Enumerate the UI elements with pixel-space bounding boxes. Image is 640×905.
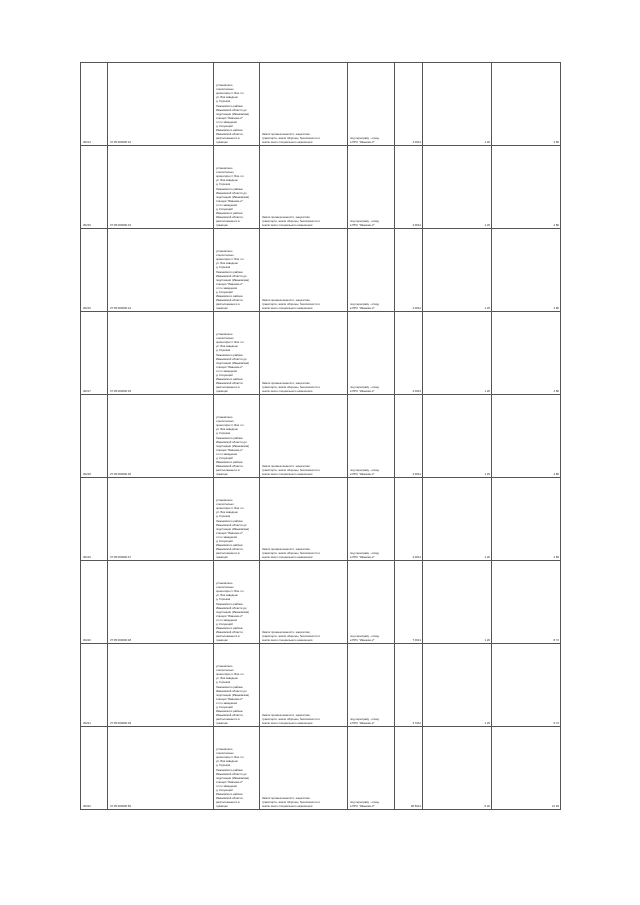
land-category: Земли промышленности, энергетики, транспорта, земли обороны, безопасности и земли иного специального назначения: [260, 146, 348, 229]
area-value: 7 0014: [395, 561, 423, 644]
cadastral-number: 37:05:000000:43: [108, 146, 214, 229]
row-number: 30215: [81, 146, 108, 229]
amount-value: 4 80: [492, 229, 561, 312]
amount-value: 4 80: [492, 146, 561, 229]
table-row: [81, 644, 561, 727]
amount-value: 4 80: [492, 63, 561, 146]
location-description: установлено относительно ориентира ст. Бяк. по ул. Бяк заведено д. Горшков Лежневского района Ивановской области до подстанции (Ивановская) станция "Иваново-2" от по заведения д. Кочующий Ивановского района Ивановской области, расположенного в границах: [214, 644, 260, 727]
area-value: 4 0014: [395, 395, 423, 478]
permitted-use: под переправу - отвод в ПРС "Иваново-2": [348, 644, 395, 727]
land-category: Земли промышленности, энергетики, транспорта, земли обороны, безопасности и земли иного специального назначения: [260, 727, 348, 810]
amount-value: 21 60: [492, 727, 561, 810]
cadastral-number: 37:05:000000:48: [108, 561, 214, 644]
rate-value: 1 20: [423, 229, 492, 312]
area-value: 4 0014: [395, 146, 423, 229]
permitted-use: под переправу - отвод в ПРС "Иваново-2": [348, 63, 395, 146]
row-number: 30222: [81, 727, 108, 810]
table-row: [81, 727, 561, 810]
area-value: 4 0014: [395, 63, 423, 146]
location-description: установлено относительно ориентира ст. Бяк. по ул. Бяк заведено д. Горшков Лежневского района Ивановской области до подстанции (Ивановская) станция "Иваново-2" от по заведения д. Кочующий Ивановского района Ивановской области, расположенного в границах: [214, 478, 260, 561]
table-row: [81, 63, 561, 146]
location-description: установлено относительно ориентира ст. Бяк. по ул. Бяк заведено д. Горшков Лежневского района Ивановской области до подстанции (Ивановская) станция "Иваново-2" от по заведения д. Кочующий Ивановского района Ивановской области, расположенного в границах: [214, 63, 260, 146]
row-number: 30219: [81, 478, 108, 561]
permitted-use: под переправу - отвод в ПРС "Иваново-2": [348, 146, 395, 229]
location-description: установлено относительно ориентира ст. Бяк. по ул. Бяк заведено д. Горшков Лежневского района Ивановской области до подстанции (Ивановская) станция "Иваново-2" от по заведения д. Кочующий Ивановского района Ивановской области, расположенного в границах: [214, 312, 260, 395]
table-row: [81, 395, 561, 478]
table-row: [81, 229, 561, 312]
rate-value: 5 20: [423, 727, 492, 810]
area-value: 4 0014: [395, 312, 423, 395]
location-description: установлено относительно ориентира ст. Бяк. по ул. Бяк заведено д. Горшков Лежневского района Ивановской области до подстанции (Ивановская) станция "Иваново-2" от по заведения д. Кочующий Ивановского района Ивановской области, расположенного в границах: [214, 561, 260, 644]
permitted-use: под переправу - отвод в ПРС "Иваново-2": [348, 395, 395, 478]
land-category: Земли промышленности, энергетики, транспорта, земли обороны, безопасности и земли иного специального назначения: [260, 644, 348, 727]
location-description: установлено относительно ориентира ст. Бяк. по ул. Бяк заведено д. Горшков Лежневского района Ивановской области до подстанции (Ивановская) станция "Иваново-2" от по заведения д. Кочующий Ивановского района Ивановской области, расположенного в границах: [214, 146, 260, 229]
area-value: 4 0014: [395, 229, 423, 312]
cadastral-number: 37:05:000000:44: [108, 229, 214, 312]
permitted-use: под переправу - отвод в ПРС "Иваново-2": [348, 561, 395, 644]
table-row: [81, 146, 561, 229]
row-number: 30216: [81, 229, 108, 312]
amount-value: 4 80: [492, 395, 561, 478]
land-category: Земли промышленности, энергетики, транспорта, земли обороны, безопасности и земли иного специального назначения: [260, 478, 348, 561]
row-number: 30217: [81, 312, 108, 395]
rate-value: 1 20: [423, 561, 492, 644]
permitted-use: под переправу - отвод в ПРС "Иваново-2": [348, 312, 395, 395]
cadastral-number: 37:05:000000:50: [108, 727, 214, 810]
rate-value: 1 20: [423, 63, 492, 146]
table-row: [81, 561, 561, 644]
area-value: 28 6014: [395, 727, 423, 810]
amount-value: 4 80: [492, 478, 561, 561]
land-category: Земли промышленности, энергетики, транспорта, земли обороны, безопасности и земли иного специального назначения: [260, 229, 348, 312]
permitted-use: под переправу - отвод в ПРС "Иваново-2": [348, 478, 395, 561]
amount-value: 4 80: [492, 312, 561, 395]
land-category: Земли промышленности, энергетики, транспорта, земли обороны, безопасности и земли иного специального назначения: [260, 312, 348, 395]
rate-value: 1 20: [423, 395, 492, 478]
location-description: установлено относительно ориентира ст. Бяк. по ул. Бяк заведено д. Горшков Лежневского района Ивановской области до подстанции (Ивановская) станция "Иваново-2" от по заведения д. Кочующий Ивановского района Ивановской области, расположенного в границах: [214, 727, 260, 810]
rate-value: 1 20: [423, 478, 492, 561]
location-description: установлено относительно ориентира ст. Бяк. по ул. Бяк заведено д. Горшков Лежневского района Ивановской области до подстанции (Ивановская) станция "Иваново-2" от по заведения д. Кочующий Ивановского района Ивановской области, расположенного в границах: [214, 229, 260, 312]
amount-value: 9 72: [492, 644, 561, 727]
area-value: 3 7014: [395, 644, 423, 727]
permitted-use: под переправу - отвод в ПРС "Иваново-2": [348, 229, 395, 312]
location-description: установлено относительно ориентира ст. Бяк. по ул. Бяк заведено д. Горшков Лежневского района Ивановской области до подстанции (Ивановская) станция "Иваново-2" от по заведения д. Кочующий Ивановского района Ивановской области, расположенного в границах: [214, 395, 260, 478]
cadastral-number: 37:05:000000:49: [108, 644, 214, 727]
permitted-use: под переправу - отвод в ПРС "Иваново-2": [348, 727, 395, 810]
row-number: 30214: [81, 63, 108, 146]
cadastral-number: 37:05:000000:42: [108, 63, 214, 146]
area-value: 4 0014: [395, 478, 423, 561]
land-category: Земли промышленности, энергетики, транспорта, земли обороны, безопасности и земли иного специального назначения: [260, 561, 348, 644]
cadastral-number: 37:05:000000:45: [108, 312, 214, 395]
row-number: 30220: [81, 561, 108, 644]
amount-value: 8 72: [492, 561, 561, 644]
row-number: 30218: [81, 395, 108, 478]
rate-value: 1 20: [423, 146, 492, 229]
rate-value: 1 20: [423, 312, 492, 395]
row-number: 30221: [81, 644, 108, 727]
rate-value: 1 20: [423, 644, 492, 727]
cadastral-number: 37:05:000000:47: [108, 478, 214, 561]
cadastral-number: 37:05:000000:46: [108, 395, 214, 478]
land-category: Земли промышленности, энергетики, транспорта, земли обороны, безопасности и земли иного специального назначения: [260, 63, 348, 146]
land-category: Земли промышленности, энергетики, транспорта, земли обороны, безопасности и земли иного специального назначения: [260, 395, 348, 478]
table-row: [81, 478, 561, 561]
table-row: [81, 312, 561, 395]
land-plot-register-table: [80, 62, 561, 810]
